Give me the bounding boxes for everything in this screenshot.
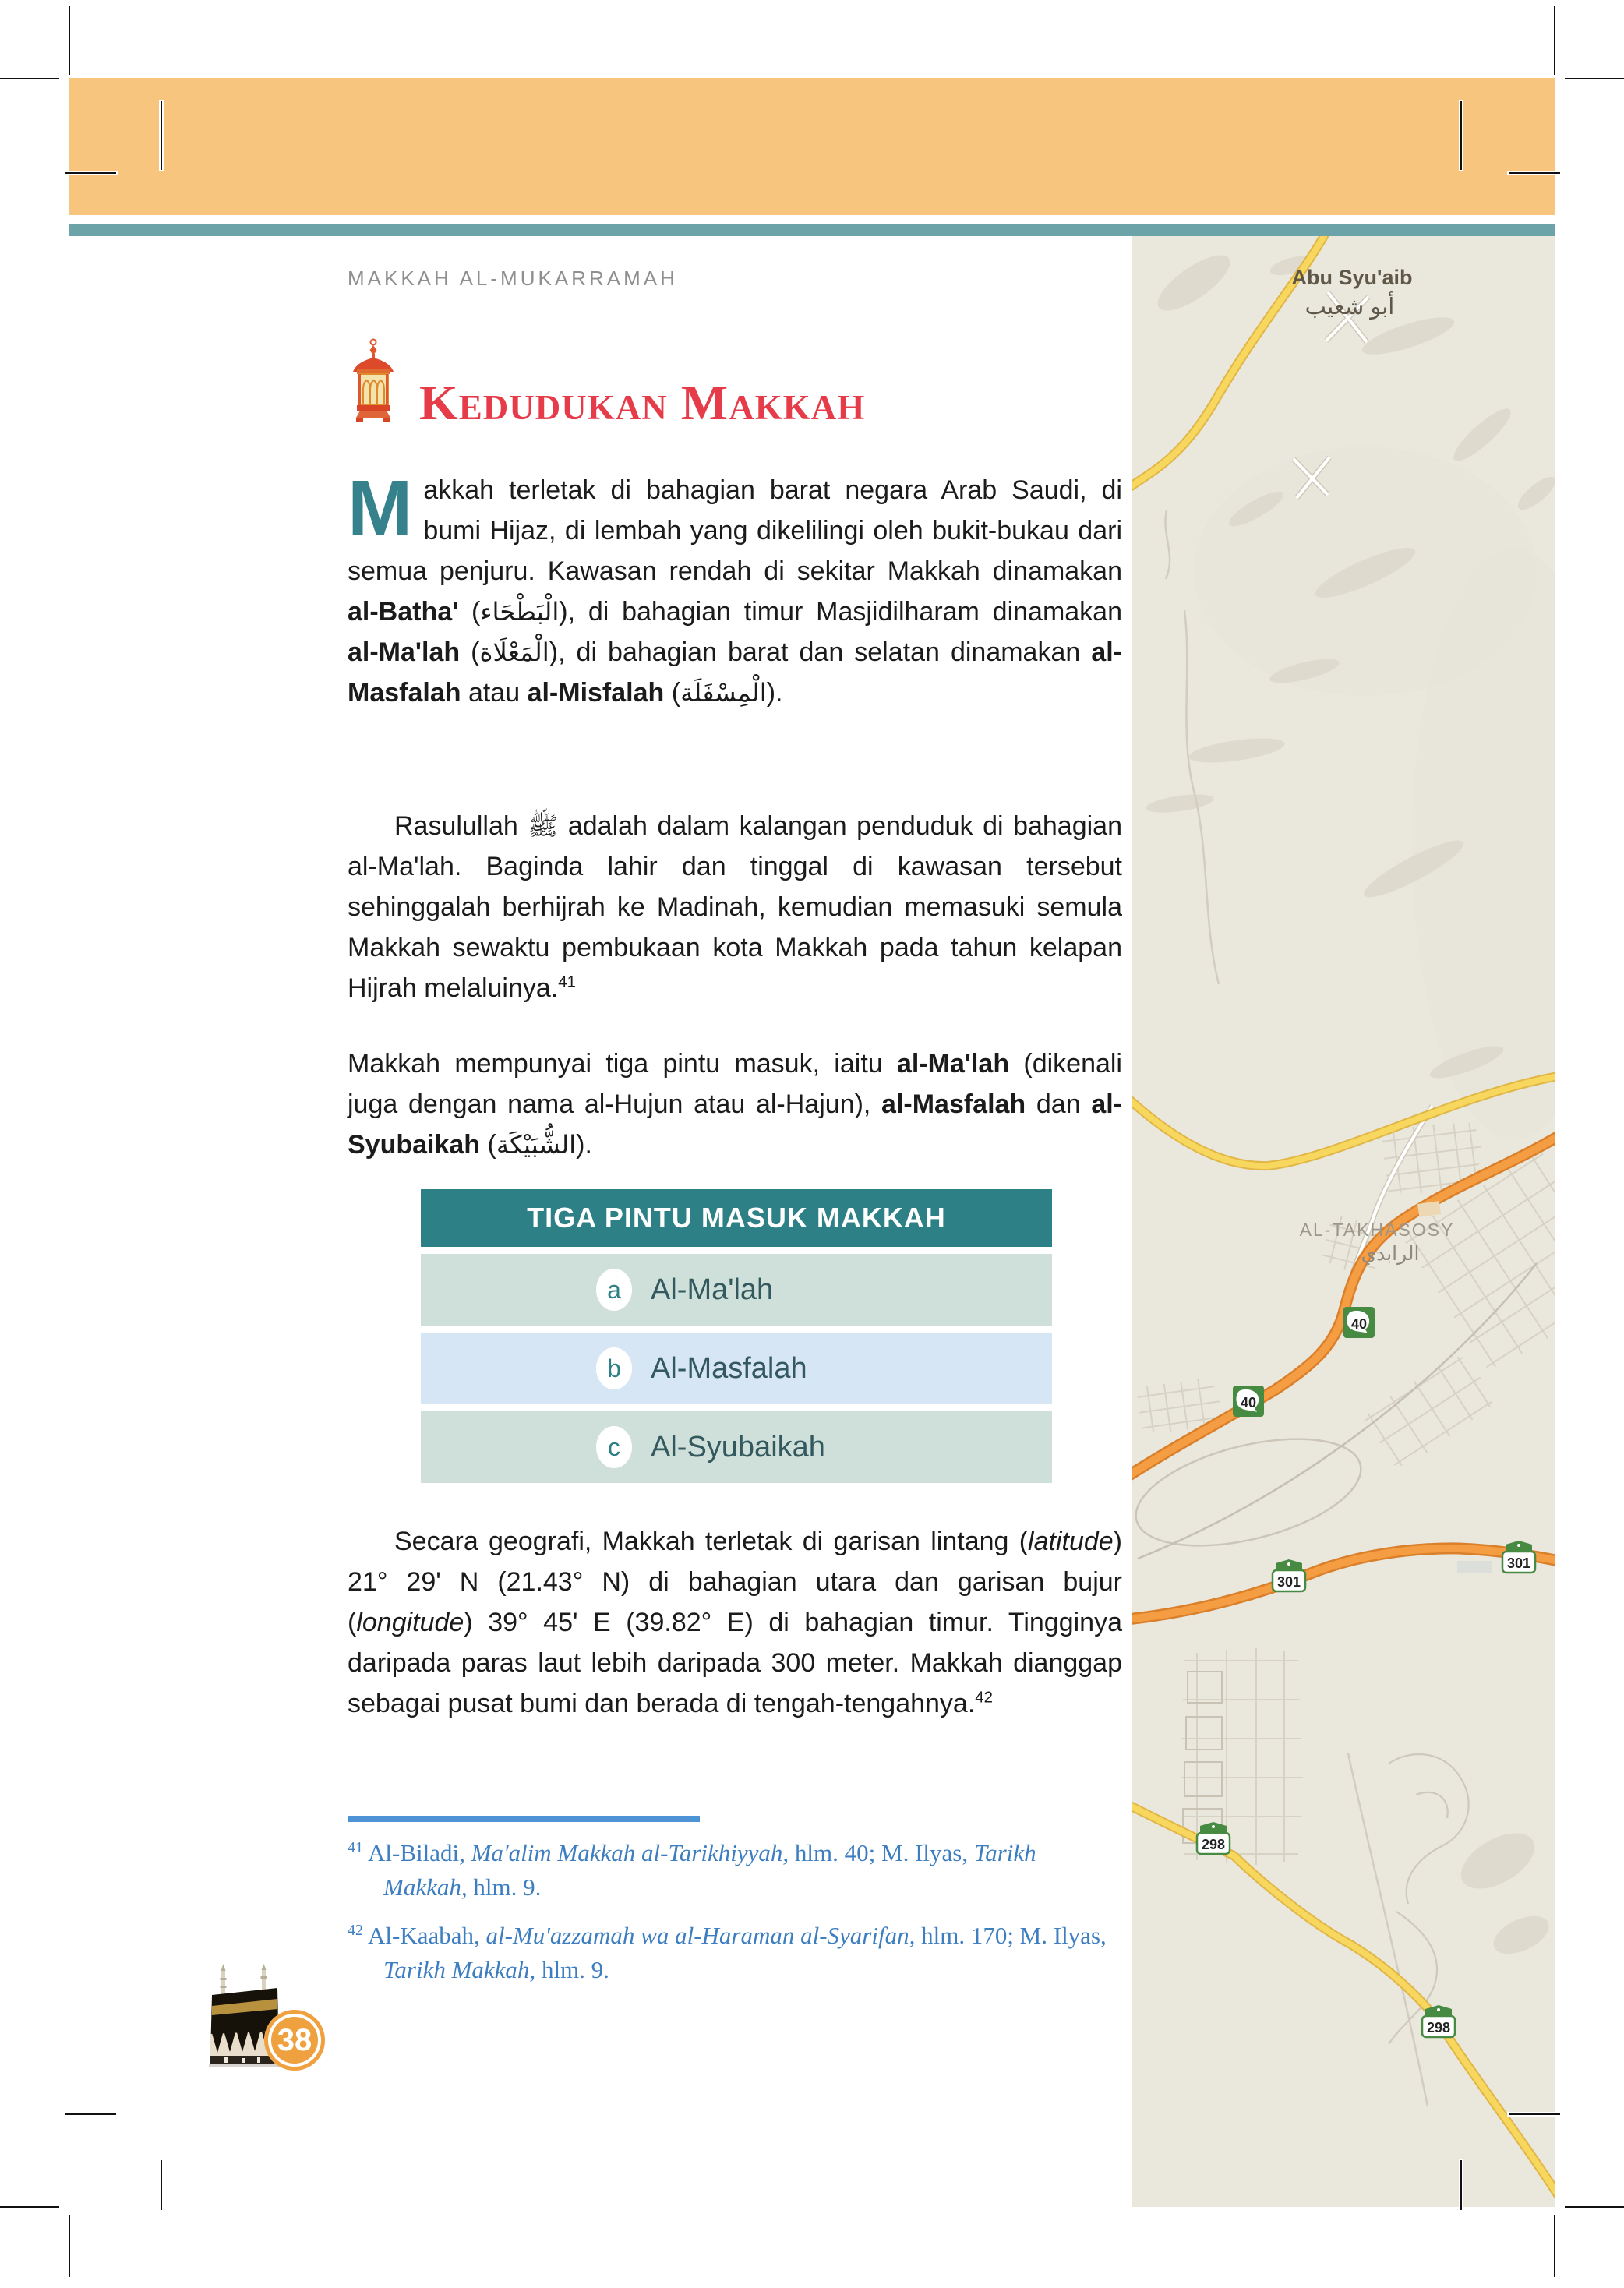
crop-mark [1565,2206,1624,2208]
table-row [421,1333,1052,1404]
row-label: Al-Syubaikah [651,1430,825,1464]
footnote-42-number: 42 [348,1921,363,1939]
route-shield-40 [1233,1386,1264,1417]
table-row [421,1411,1052,1483]
crop-mark [1565,78,1624,79]
map [1132,236,1555,2207]
row-label: Al-Ma'lah [651,1273,774,1306]
row-letter-badge: a [596,1269,632,1311]
route-shield-298 [1197,1822,1230,1854]
crop-mark [1509,172,1560,174]
entrances-table [421,1189,1052,1483]
crop-mark [161,2160,162,2210]
crop-mark [69,6,70,75]
footnote-42 [348,1919,1122,1987]
paragraph-4: Secara geografi, Makkah terletak di garisan lintang (latitude) 21° 29' N (21.43° N) di bahagian utara dan garisan bujur (longitude) 39° 45' E (39.82° E) di bahagian timur. Tingginya daripada paras laut lebih daripada 300 meter. Makkah dianggap sebagai pusat bumi dan berada di tengah-tengahnya.$^{42}$ [348,1527,1122,1718]
crop-mark [1554,6,1555,75]
crop-mark [0,2206,59,2208]
svg-text:301: 301 [1276,1574,1301,1590]
footnote-42-text: Al-Kaabah, al-Mu'azzamah wa al-Haraman al-Syarifan, hlm. 170; M. Ilyas, Tarikh Makkah, hlm. 9. [368,1922,1107,1983]
crop-mark [1460,101,1462,170]
route-shield-40 [1343,1307,1375,1338]
map-label-abu-syuaib-arabic: أبو شعيب [1304,295,1395,320]
footnote-41-text: Al-Biladi, Ma'alim Makkah al-Tarikhiyyah, hlm. 40; M. Ilyas, Tarikh Makkah, hlm. 9. [368,1839,1036,1901]
dropcap: M [348,464,413,552]
svg-text:40: 40 [1240,1395,1257,1411]
paragraph-2: Rasulullah ﷺ adalah dalam kalangan penduduk di bahagian al-Ma'lah. Baginda lahir dan tinggal di kawasan tersebut sehinggalah berhijrah ke Madinah, kemudian memasuki semula Makkah sewaktu pembukaan kota Makkah pada tahun kelapan Hijrah melaluinya.$^{41}$ [348,811,1122,1003]
running-head: MAKKAH AL-MUKARRAMAH [348,267,678,290]
svg-text:298: 298 [1201,1837,1226,1852]
crop-mark [1460,2160,1462,2210]
crop-mark [0,78,59,79]
crop-mark [1554,2215,1555,2277]
page-title: Kedudukan Makkah [419,375,866,430]
map-label-abu-syuaib: Abu Syu'aib [1291,266,1413,289]
route-shield-298 [1422,2005,1455,2037]
crop-mark [69,2215,70,2277]
crop-mark [161,101,162,170]
svg-text:301: 301 [1506,1555,1531,1571]
paragraph-1 [348,464,1122,713]
footnote-41-number: 41 [348,1838,363,1856]
page-number-badge: 38 [264,2010,325,2071]
footnote-41 [348,1836,1122,1905]
map-label-al-takhasosy: AL-TAKHASOSY [1299,1220,1455,1240]
paragraph-3: Makkah mempunyai tiga pintu masuk, iaitu al-Ma'lah (dikenali juga dengan nama al-Hujun atau al-Hajun), al-Masfalah dan al-Syubaikah (الشُّبَيْكَة). [348,1049,1122,1160]
row-letter-badge: b [596,1347,632,1389]
crop-mark [65,2113,116,2115]
row-letter-badge: c [596,1426,632,1468]
route-shield-301 [1502,1541,1535,1573]
route-shield-301 [1273,1559,1305,1591]
lantern-icon [347,338,400,424]
svg-text:298: 298 [1426,2020,1451,2036]
header-orange-band [69,78,1555,215]
row-label: Al-Masfalah [651,1351,807,1385]
footnote-divider [348,1816,700,1822]
svg-text:40: 40 [1350,1316,1368,1332]
crop-mark [1509,2113,1560,2115]
paragraph-1-text: akkah terletak di bahagian barat negara Arab Saudi, di bumi Hijaz, di lembah yang dikelilingi oleh bukit-bukau dari semua penjuru. Kawasan rendah di sekitar Makkah dinamakan al-Batha' (الْبَطْحَاء), di bahagian timur Masjidilharam dinamakan al-Ma'lah (الْمَعْلَاة), di bahagian barat dan selatan dinamakan al-Masfalah atau al-Misfalah (الْمِسْفَلَة). [348,475,1122,708]
header-teal-rule [69,224,1555,236]
map-label-al-takhasosy-arabic: الرابدي [1361,1243,1420,1265]
table-row [421,1254,1052,1326]
crop-mark [65,172,116,174]
built-area-patch [1457,1561,1492,1573]
entrances-table-title: TIGA PINTU MASUK MAKKAH [421,1189,1052,1247]
